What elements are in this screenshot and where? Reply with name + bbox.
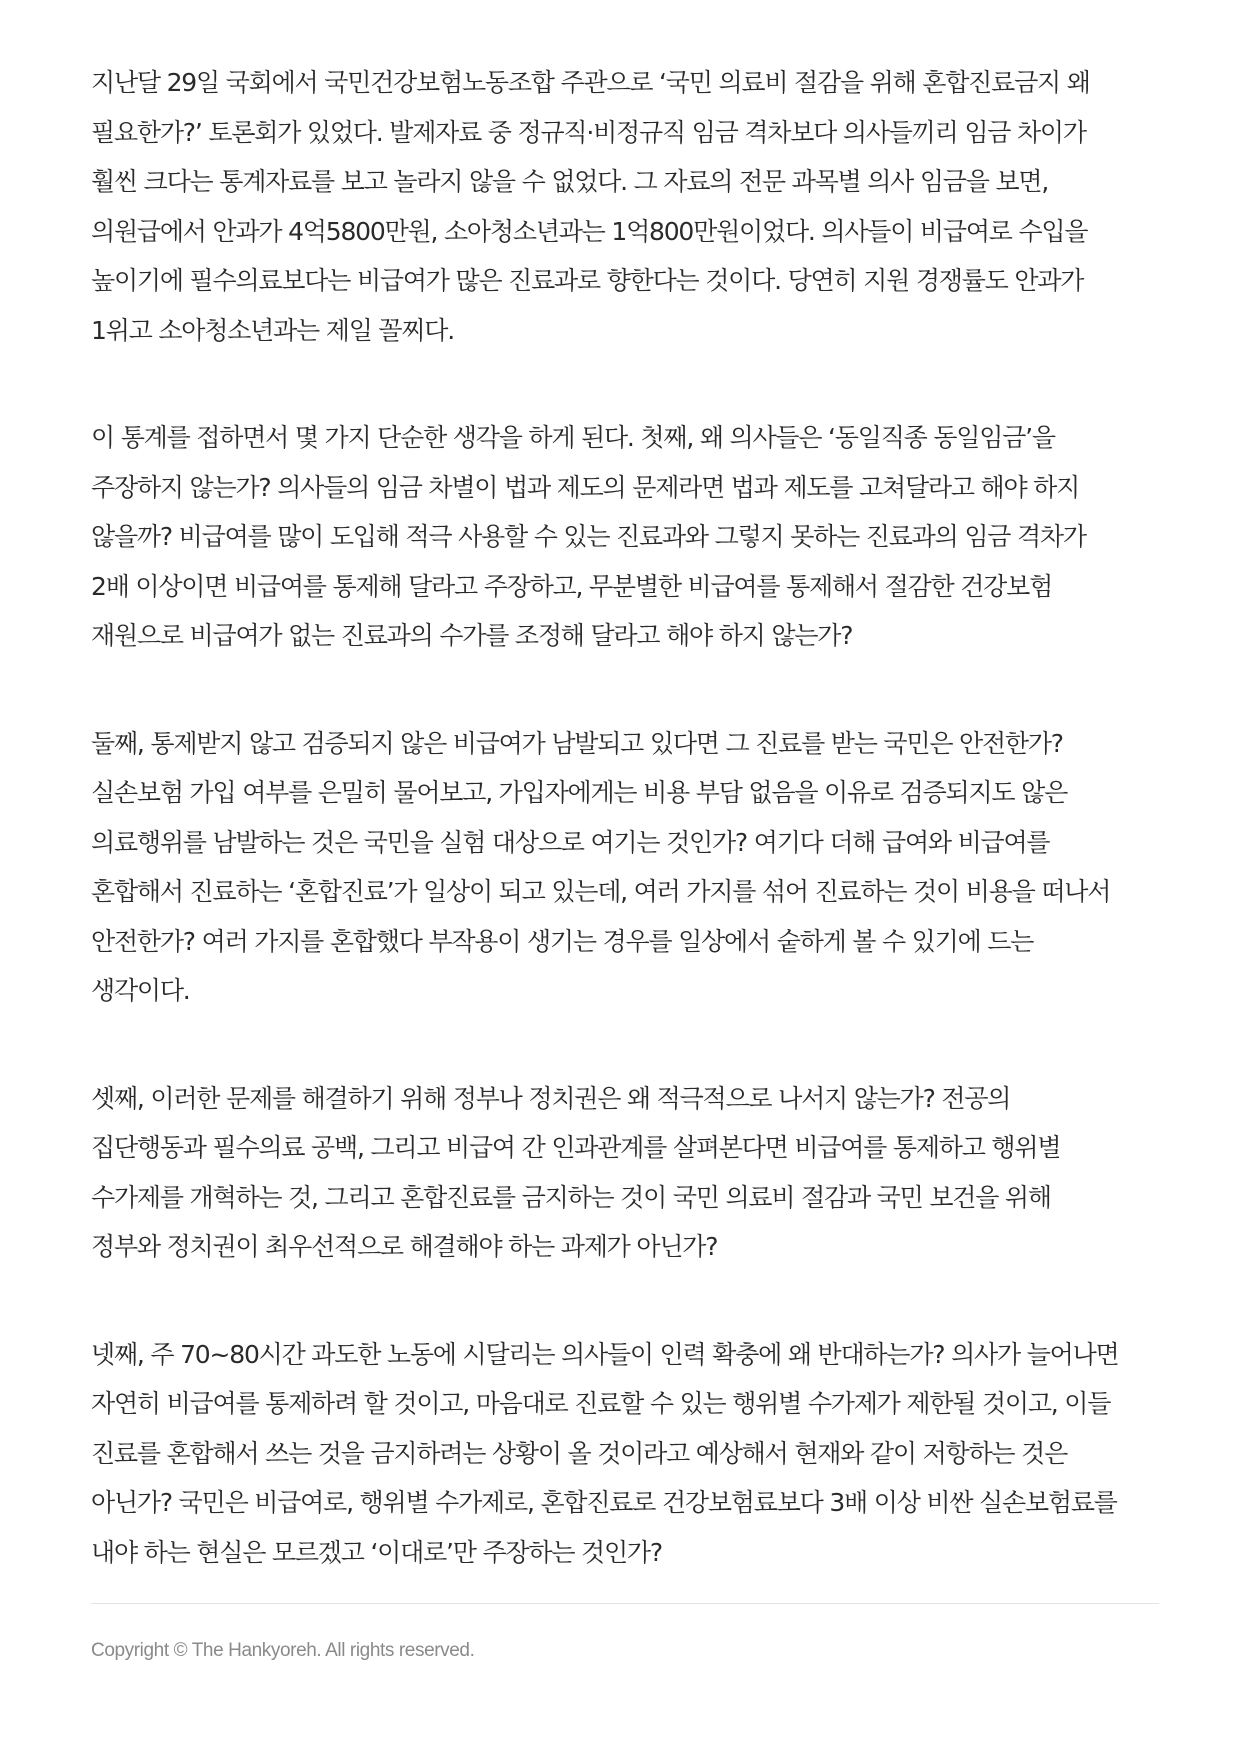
paragraph-2 (91, 413, 1159, 661)
paragraph-1 (91, 58, 1159, 355)
paragraph-line: 실손보험 가입 여부를 은밀히 물어보고, 가입자에게는 비용 부담 없음을 이유로 검증되지도 않은 (91, 778, 1068, 807)
paragraph-line: 재원으로 비급여가 없는 진료과의 수가를 조정해 달라고 해야 하지 않는가? (91, 621, 853, 650)
paragraph-line: 집단행동과 필수의료 공백, 그리고 비급여 간 인과관계를 살펴본다면 비급여를 통제하고 행위별 (91, 1133, 1061, 1162)
paragraph-line: 정부와 정치권이 최우선적으로 해결해야 하는 과제가 아닌가? (91, 1232, 718, 1261)
paragraph-line: 수가제를 개혁하는 것, 그리고 혼합진료를 금지하는 것이 국민 의료비 절감과 국민 보건을 위해 (91, 1182, 1051, 1212)
paragraph-line: 이 통계를 접하면서 몇 가지 단순한 생각을 하게 된다. 첫째, 왜 의사들은 ‘동일직종 동일임금’을 (91, 423, 1055, 452)
paragraph-line: 진료를 혼합해서 쓰는 것을 금지하려는 상황이 올 것이라고 예상해서 현재와 같이 저항하는 것은 (91, 1438, 1068, 1468)
paragraph-line: 셋째, 이러한 문제를 해결하기 위해 정부나 정치권은 왜 적극적으로 나서지 않는가? 전공의 (91, 1083, 1011, 1113)
copyright-notice: Copyright © The Hankyoreh. All rights reserved. (91, 1640, 475, 1661)
paragraph-line: 지난달 29일 국회에서 국민건강보험노동조합 주관으로 ‘국민 의료비 절감을 위해 혼합진료금지 왜 (91, 68, 1090, 97)
paragraph-line: 둘째, 통제받지 않고 검증되지 않은 비급여가 남발되고 있다면 그 진료를 받는 국민은 안전한가? (91, 728, 1063, 758)
paragraph-line: 훨씬 크다는 통계자료를 보고 놀라지 않을 수 없었다. 그 자료의 전문 과목별 의사 임금을 보면, (91, 167, 1049, 196)
paragraph-line: 혼합해서 진료하는 ‘혼합진료’가 일상이 되고 있는데, 여러 가지를 섞어 진료하는 것이 비용을 떠나서 (91, 877, 1111, 906)
paragraph-line: 2배 이상이면 비급여를 통제해 달라고 주장하고, 무분별한 비급여를 통제해서 절감한 건강보험 (91, 571, 1053, 601)
paragraph-line: 내야 하는 현실은 모르겠고 ‘이대로’만 주장하는 것인가? (91, 1537, 662, 1567)
paragraph-line: 안전한가? 여러 가지를 혼합했다 부작용이 생기는 경우를 일상에서 숱하게 볼 수 있기에 드는 (91, 926, 1034, 956)
paragraph-5 (91, 1330, 1159, 1578)
paragraph-line: 의원급에서 안과가 4억5800만원, 소아청소년과는 1억800만원이었다. 의사들이 비급여로 수입을 (91, 216, 1088, 246)
article-body (91, 58, 1159, 1577)
paragraph-line: 생각이다. (91, 976, 190, 1005)
paragraph-line: 아닌가? 국민은 비급여로, 행위별 수가제로, 혼합진료로 건강보험료보다 3배 이상 비싼 실손보험료를 (91, 1488, 1117, 1517)
paragraph-line: 의료행위를 남발하는 것은 국민을 실험 대상으로 여기는 것인가? 여기다 더해 급여와 비급여를 (91, 827, 1050, 857)
paragraph-line: 주장하지 않는가? 의사들의 임금 차별이 법과 제도의 문제라면 법과 제도를 고쳐달라고 해야 하지 (91, 472, 1080, 502)
paragraph-line: 자연히 비급여를 통제하려 할 것이고, 마음대로 진료할 수 있는 행위별 수가제가 제한될 것이고, 이들 (91, 1389, 1111, 1418)
paragraph-line: 않을까? 비급여를 많이 도입해 적극 사용할 수 있는 진료과와 그렇지 못하는 진료과의 임금 격차가 (91, 522, 1086, 551)
paragraph-4 (91, 1074, 1159, 1272)
paragraph-line: 필요한가?’ 토론회가 있었다. 발제자료 중 정규직·비정규직 임금 격차보다 의사들끼리 임금 차이가 (91, 117, 1086, 147)
paragraph-line: 넷째, 주 70~80시간 과도한 노동에 시달리는 의사들이 인력 확충에 왜 반대하는가? 의사가 늘어나면 (91, 1339, 1119, 1369)
paragraph-line: 높이기에 필수의료보다는 비급여가 많은 진료과로 향한다는 것이다. 당연히 지원 경쟁률도 안과가 (91, 266, 1084, 295)
paragraph-3 (91, 719, 1159, 1016)
paragraph-line: 1위고 소아청소년과는 제일 꼴찌다. (91, 315, 454, 345)
footer-divider (91, 1603, 1159, 1604)
